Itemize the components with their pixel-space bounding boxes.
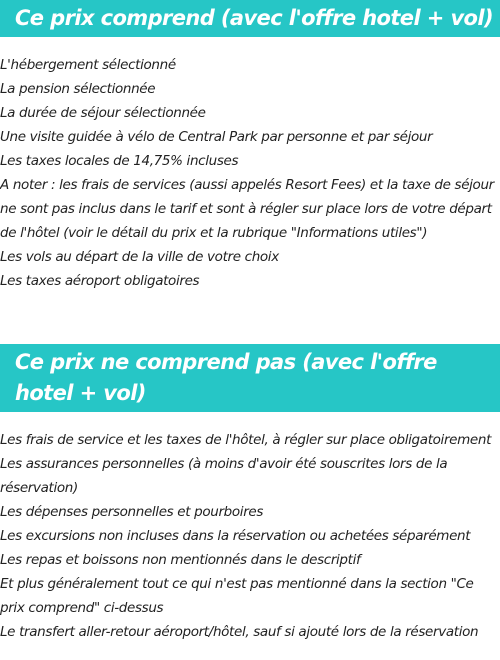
excluded-items-list [0,428,500,644]
list-item: Les taxes locales de 14,75% incluses [0,153,239,169]
list-item: Les frais de service et les taxes de l'hôtel, à régler sur place obligatoirement [0,432,492,448]
list-item: Les taxes aéroport obligatoires [0,273,200,289]
list-item: La pension sélectionnée [0,81,156,97]
list-item: Les dépenses personnelles et pourboires [0,504,264,520]
excluded-section-title: Ce prix ne comprend pas (avec l'offre hotel + vol) [0,344,500,412]
included-items-list [0,53,500,293]
list-item: L'hébergement sélectionné [0,57,176,73]
list-item: Les assurances personnelles (à moins d'avoir été souscrites lors de la réservation) [0,456,448,496]
list-item: Et plus généralement tout ce qui n'est pas mentionné dans la section "Ce prix comprend" ci-dessus [0,576,474,616]
list-item: A noter : les frais de services (aussi appelés Resort Fees) et la taxe de séjour ne sont pas inclus dans le tarif et sont à régler sur place lors de votre départ de l'hôtel (voir le détail du prix et la rubrique "Informations utiles") [0,177,494,241]
list-item: Les excursions non incluses dans la réservation ou achetées séparément [0,528,471,544]
list-item: Le transfert aller-retour aéroport/hôtel, sauf si ajouté lors de la réservation [0,624,479,640]
list-item: Une visite guidée à vélo de Central Park par personne et par séjour [0,129,433,145]
included-section-title: Ce prix comprend (avec l'offre hotel + vol) [0,0,500,37]
list-item: Les repas et boissons non mentionnés dans le descriptif [0,552,361,568]
list-item: La durée de séjour sélectionnée [0,105,206,121]
list-item: Les vols au départ de la ville de votre choix [0,249,279,265]
